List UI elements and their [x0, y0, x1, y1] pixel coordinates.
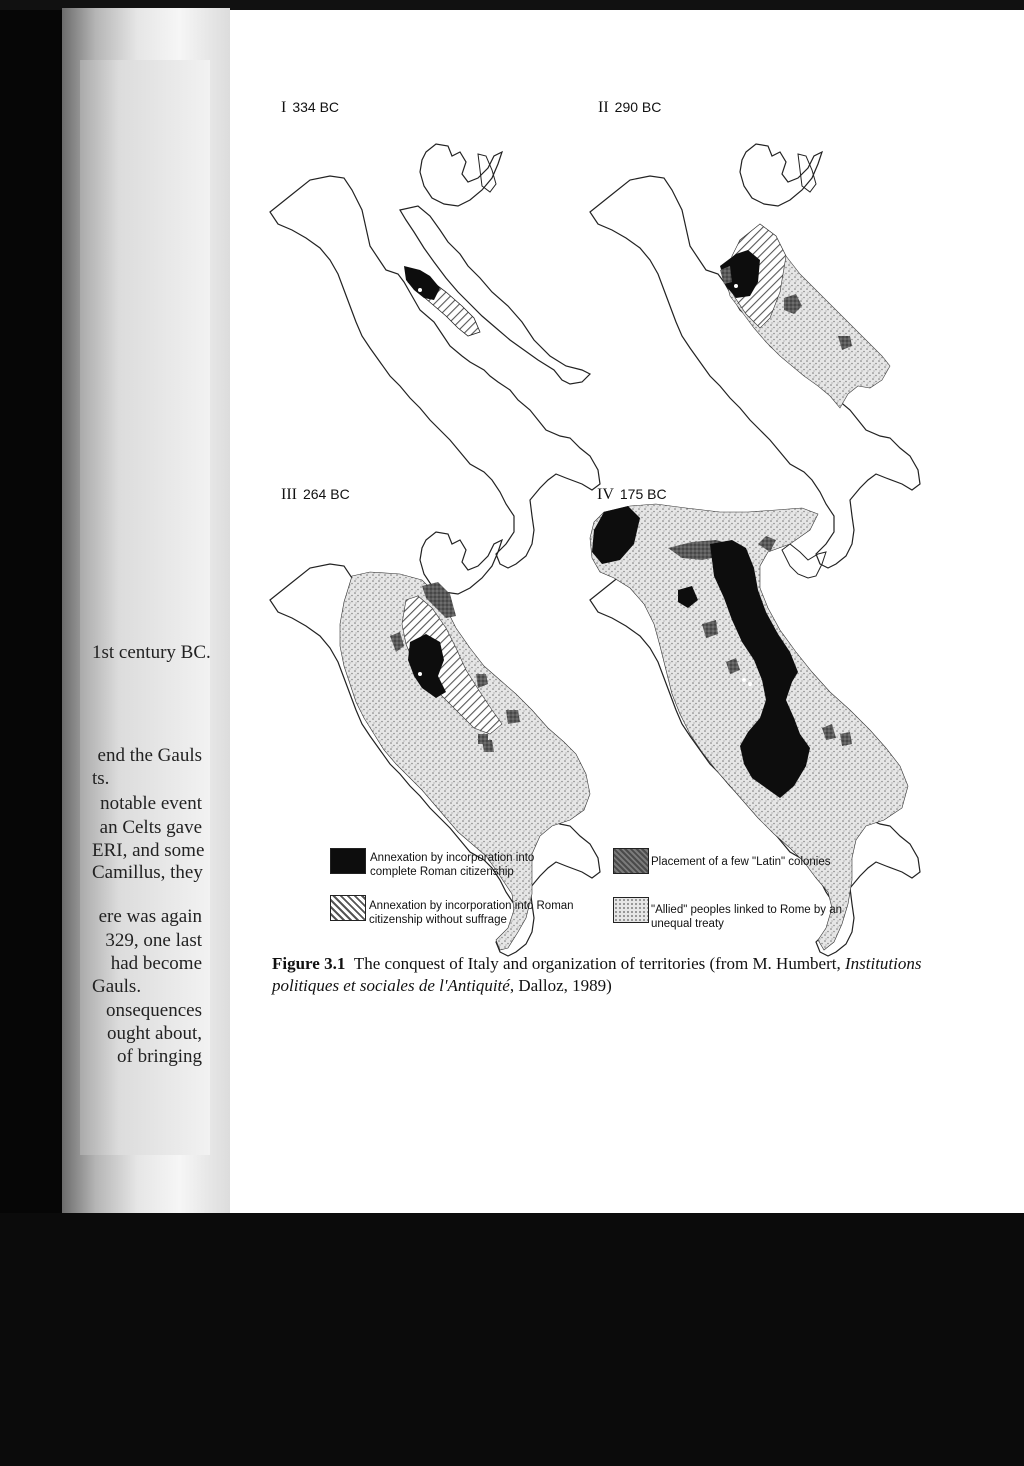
map-175bc — [590, 504, 920, 956]
left-line: ere was again — [98, 906, 202, 927]
map-numeral: IV — [597, 486, 614, 503]
left-line: Gauls. — [92, 976, 142, 997]
map-date: 264 BC — [302, 486, 350, 502]
legend-swatch-full-citizenship — [330, 848, 366, 874]
map-numeral: III — [281, 486, 297, 503]
legend-label: "Allied" peoples linked to Rome by an unequal treaty — [651, 904, 842, 930]
map-date: 175 BC — [619, 486, 667, 502]
legend-swatch-latin-colonies — [613, 848, 649, 874]
figure-caption — [272, 953, 932, 997]
left-line: Camillus, they — [92, 862, 203, 883]
left-line: of bringing — [117, 1046, 202, 1067]
legend-label: Annexation by incorporation into complete Roman citizenship — [370, 852, 535, 878]
left-line: notable event — [100, 793, 202, 814]
caption-book-title: Institutions politiques et sociales de l'Antiquité — [272, 954, 922, 995]
caption-text: The conquest of Italy and organization of territories (from M. Humbert, — [353, 954, 845, 973]
map-290bc — [590, 144, 920, 568]
legend-label: Annexation by incorporation into Roman citizenship without suffrage — [369, 900, 574, 926]
legend-label: Placement of a few "Latin" colonies — [651, 856, 831, 868]
map-numeral: II — [598, 99, 609, 116]
left-line: end the Gauls — [97, 745, 202, 766]
caption-text-end: , Dalloz, 1989) — [509, 976, 612, 995]
map-264bc — [270, 532, 600, 956]
left-line: ERI, and some — [92, 840, 205, 861]
left-line: 329, one last — [105, 930, 202, 951]
left-line: 1st century BC. — [92, 642, 211, 663]
map-date: 290 BC — [614, 99, 662, 115]
map-date: 334 BC — [292, 99, 340, 115]
legend-swatch-allied — [613, 897, 649, 923]
left-line: onsequences — [105, 1000, 202, 1021]
map-numeral: I — [281, 99, 287, 116]
legend-swatch-no-suffrage — [330, 895, 366, 921]
caption-label: Figure 3.1 — [272, 954, 346, 973]
map-334bc — [270, 144, 600, 568]
left-line: had become — [110, 953, 202, 974]
left-line: an Celts gave — [99, 817, 202, 838]
left-line: ought about, — [107, 1023, 202, 1044]
scan-bottom-edge — [0, 1213, 1024, 1466]
left-line: ts. — [92, 768, 110, 789]
